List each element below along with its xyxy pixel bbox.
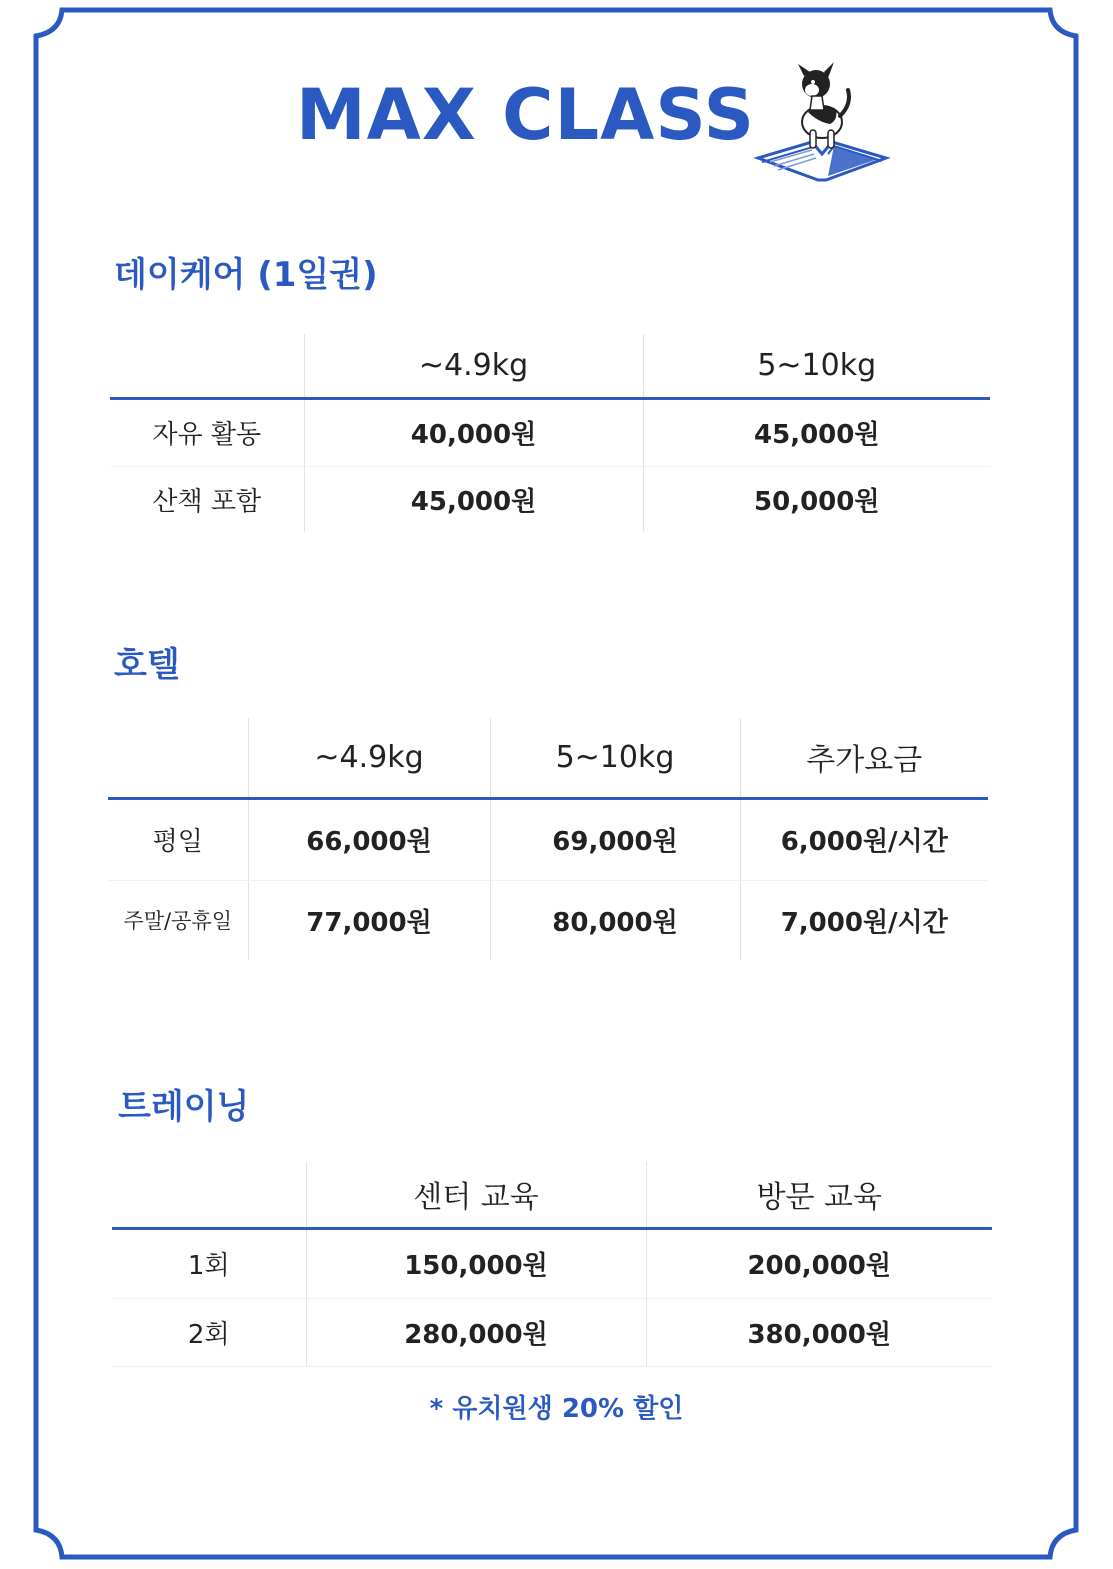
- price-cell: 6,000원/시간: [740, 798, 988, 880]
- training-price-table: [112, 1162, 992, 1367]
- corner-cell: [108, 718, 248, 798]
- price-cell: 66,000원: [248, 798, 490, 880]
- table-header-row: [108, 718, 988, 798]
- price-cell: 150,000원: [306, 1228, 646, 1298]
- col-header-medium-dog: 5~10kg: [490, 718, 740, 798]
- daycare-section-title: 데이케어 (1일권): [114, 255, 378, 295]
- row-label: 평일: [108, 798, 248, 880]
- price-cell: 80,000원: [490, 880, 740, 960]
- table-row: [112, 1228, 992, 1298]
- price-cell: 280,000원: [306, 1298, 646, 1366]
- table-header-row: [110, 334, 990, 398]
- row-label: 2회: [112, 1298, 306, 1366]
- price-cell: 69,000원: [490, 798, 740, 880]
- page-title: MAX CLASS: [296, 74, 756, 156]
- table-header-row: [112, 1162, 992, 1228]
- corner-cell: [110, 334, 304, 398]
- hotel-price-table: [108, 718, 988, 960]
- col-header-medium-dog: 5~10kg: [643, 334, 990, 398]
- table-row: [110, 466, 990, 532]
- row-label: 자유 활동: [110, 398, 304, 466]
- price-cell: 45,000원: [643, 398, 990, 466]
- price-cell: 45,000원: [304, 466, 643, 532]
- price-cell: 200,000원: [646, 1228, 992, 1298]
- training-section-title: 트레이닝: [118, 1087, 250, 1127]
- table-row: [110, 398, 990, 466]
- hotel-section-title: 호텔: [114, 645, 180, 685]
- table-row: [112, 1298, 992, 1366]
- daycare-price-table: [110, 334, 990, 532]
- row-label: 산책 포함: [152, 486, 262, 517]
- corner-cell: [112, 1162, 306, 1228]
- col-header-small-dog: ~4.9kg: [304, 334, 643, 398]
- table-row: [108, 798, 988, 880]
- col-header-visit-training: 방문 교육: [646, 1162, 992, 1228]
- col-header-center-training: 센터 교육: [306, 1162, 646, 1228]
- price-cell: 380,000원: [646, 1298, 992, 1366]
- price-cell: 7,000원/시간: [740, 880, 988, 960]
- dog-on-book-icon: [752, 58, 892, 184]
- row-label: 1회: [112, 1228, 306, 1298]
- price-cell: 50,000원: [643, 466, 990, 532]
- col-header-extra-fee: 추가요금: [740, 718, 988, 798]
- price-cell: 77,000원: [248, 880, 490, 960]
- discount-note: * 유치원생 20% 할인: [429, 1394, 684, 1424]
- price-cell: 40,000원: [304, 398, 643, 466]
- row-label: 주말/공휴일: [123, 909, 232, 934]
- table-row: [108, 880, 988, 960]
- col-header-small-dog: ~4.9kg: [248, 718, 490, 798]
